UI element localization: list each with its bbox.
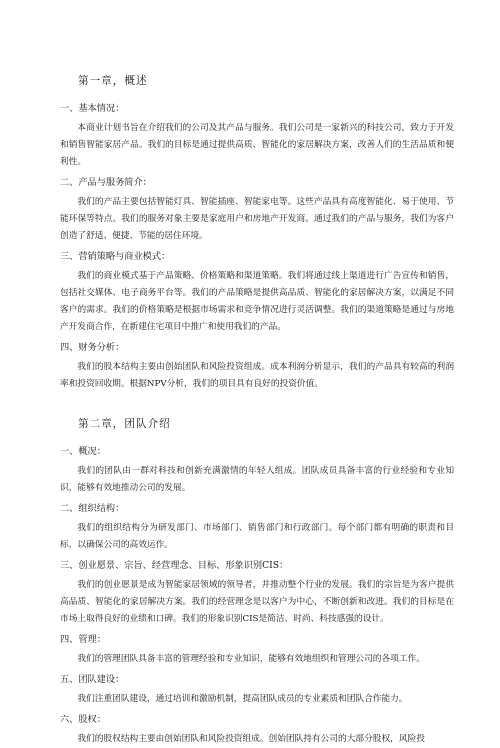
section-body: 我们的股权结构主要由创始团队和风险投资组成。创始团队持有公司的大部分股权，风险投 bbox=[77, 734, 425, 744]
section-heading: 三、营销策略与商业模式： bbox=[60, 251, 171, 262]
section-vision bbox=[60, 559, 454, 628]
section-management bbox=[60, 633, 454, 668]
section-overview bbox=[60, 445, 454, 497]
section-heading: 五、团队建设： bbox=[60, 674, 125, 685]
section-heading: 一、概况： bbox=[60, 446, 106, 457]
section-body: 我们的团队由一群对科技和创新充满激情的年轻人组成。团队成员具备丰富的行业经验和专业知识，能够有效地推动公司的发展。 bbox=[60, 466, 454, 493]
section-heading: 一、基本情况： bbox=[60, 103, 125, 114]
section-org-structure bbox=[60, 502, 454, 554]
section-body: 本商业计划书旨在介绍我们的公司及其产品与服务。我们公司是一家新兴的科技公司，致力于开发和销售智能家居产品。我们的目标是通过提供高质、智能化的家居解决方案，改善人们的生活品质和便利性。 bbox=[60, 123, 454, 167]
section-body: 我们的商业模式基于产品策略、价格策略和渠道策略。我们将通过线上渠道进行广告宣传和销售，包括社交媒体、电子商务平台等。我们的产品策略是提供高品质、智能化的家居解决方案，以满足不同客户的需求。我们的价格策略是根据市场需求和竞争情况进行灵活调整。我们的渠道策略是通过与房地产开发商合作，在新建住宅项目中推广和使用我们的产品。 bbox=[60, 271, 454, 332]
section-body: 我们的组织结构分为研发部门、市场部门、销售部门和行政部门。每个部门都有明确的职责和目标，以确保公司的高效运作。 bbox=[60, 523, 454, 550]
section-equity bbox=[60, 713, 454, 748]
section-body: 我们的股本结构主要由创始团队和风险投资组成。成本利润分析显示，我们的产品具有较高的利润率和投资回收期。根据NPV分析，我们的项目具有良好的投资价值。 bbox=[60, 362, 454, 389]
section-marketing bbox=[60, 250, 454, 336]
chapter-2 bbox=[60, 417, 454, 748]
section-heading: 六、股权： bbox=[60, 714, 106, 725]
chapter-1 bbox=[60, 74, 454, 393]
chapter-2-title: 第二章，团队介绍 bbox=[78, 418, 171, 430]
section-body: 我们的管理团队具备丰富的管理经验和专业知识，能够有效地组织和管理公司的各项工作。 bbox=[77, 654, 425, 664]
section-basic-info bbox=[60, 102, 454, 171]
section-heading: 四、财务分析： bbox=[60, 342, 125, 353]
section-team-building bbox=[60, 673, 454, 708]
section-heading: 三、创业愿景、宗旨、经营理念、目标、形象识别CIS： bbox=[60, 560, 289, 571]
section-heading: 二、产品与服务简介： bbox=[60, 177, 152, 188]
section-body: 我们的创业愿景是成为智能家居领域的领导者，并推动整个行业的发展。我们的宗旨是为客户提供高品质、智能化的家居解决方案。我们的经营理念是以客户为中心，不断创新和改进。我们的目标是在市场上取得良好的业绩和口碑。我们的形象识别CIS是简洁、时尚、科技感强的设计。 bbox=[60, 580, 454, 624]
section-heading: 四、管理： bbox=[60, 634, 106, 645]
chapter-1-title: 第一章，概述 bbox=[78, 75, 148, 87]
section-body: 我们的产品主要包括智能灯具、智能插座、智能家电等。这些产品具有高度智能化、易于使用、节能环保等特点。我们的服务对象主要是家庭用户和房地产开发商。通过我们的产品与服务，我们为客户创造了舒适、便捷、节能的居住环境。 bbox=[60, 197, 454, 241]
section-body: 我们注重团队建设，通过培训和激励机制，提高团队成员的专业素质和团队合作能力。 bbox=[77, 694, 408, 704]
section-heading: 二、组织结构： bbox=[60, 503, 125, 514]
section-products-services bbox=[60, 176, 454, 245]
section-financial bbox=[60, 341, 454, 393]
